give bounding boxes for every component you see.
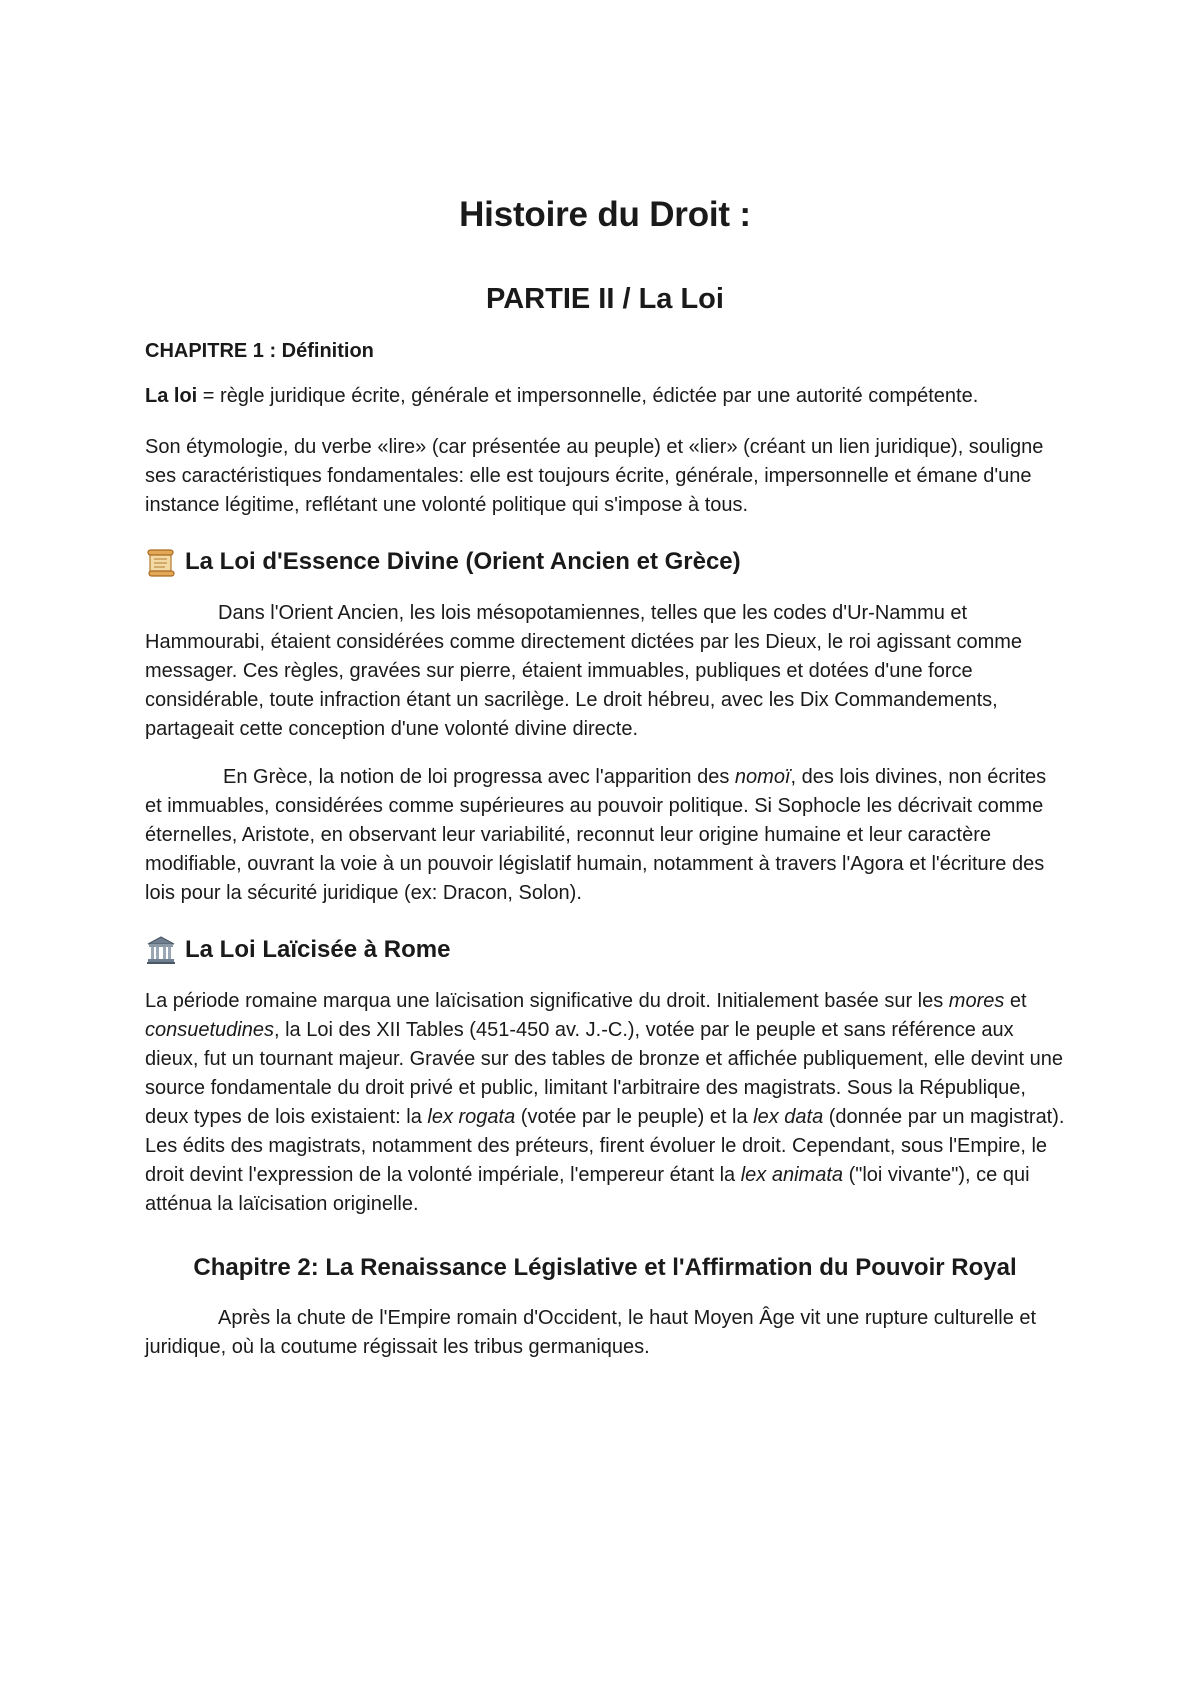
- grece-text-2: , des lois divines, non écrites et immuables, considérées comme supérieures au pouvoir politique. Si Sophocle les décrivait comme éternelles, Aristote, en observant leur variabilité, reconnut leur origine humaine et leur caractère modifiable, ouvrant la voie à un pouvoir législatif humain, notamment à travers l'Agora et l'écriture des lois pour la sécurité juridique (ex: Dracon, Solon).: [145, 766, 1047, 904]
- chapter1-label: CHAPITRE 1 : Définition: [145, 340, 374, 362]
- rome-emphasis-lex-data: lex data: [753, 1106, 824, 1128]
- orient-paragraph: Dans l'Orient Ancien, les lois mésopotamiennes, telles que les codes d'Ur-Nammu et Hammourabi, étaient considérées comme directement dictées par les Dieux, le roi agissant comme messager. Ces règles, gravées sur pierre, étaient immuables, publiques et dotées d'une force considérable, toute infraction étant un sacrilège. Le droit hébreu, avec les Dix Commandements, partageait cette conception d'une volonté divine directe.: [145, 602, 1023, 740]
- document-page: [145, 195, 1065, 1362]
- grece-text-1: En Grèce, la notion de loi progressa avec l'apparition des: [223, 766, 735, 788]
- part-title: PARTIE II / La Loi: [486, 283, 724, 315]
- rome-emphasis-mores: mores: [948, 990, 1005, 1012]
- definition-term: La loi: [145, 385, 198, 407]
- rome-text-1: La période romaine marqua une laïcisation significative du droit. Initialement basée sur les: [145, 990, 949, 1012]
- document-title: Histoire du Droit :: [459, 195, 751, 234]
- definition-text: = règle juridique écrite, générale et impersonnelle, édictée par une autorité compétente.: [197, 385, 979, 407]
- rome-emphasis-lex-animata: lex animata: [740, 1164, 844, 1186]
- rome-emphasis-lex-rogata: lex rogata: [427, 1106, 516, 1128]
- grece-paragraph: [145, 763, 1065, 908]
- chapter2-paragraph: Après la chute de l'Empire romain d'Occident, le haut Moyen Âge vit une rupture culturelle et juridique, où la coutume régissait les tribus germaniques.: [145, 1307, 1037, 1358]
- classical-building-icon: [145, 935, 177, 965]
- rome-text-3: , la Loi des XII Tables (451-450 av. J.-C.), votée par le peuple et sans référence aux dieux, fut un tournant majeur. Gravée sur des tables de bronze et affichée publiquement, elle devint une source fondamentale du droit privé et public, limitant l'arbitraire des magistrats. Sous la République, deux types de lois existaient: la: [145, 1019, 1063, 1128]
- rome-emphasis-consuetudines: consuetudines: [145, 1019, 274, 1041]
- section-heading-divine: [145, 547, 1065, 577]
- rome-text-5: (donnée par un magistrat). Les édits des magistrats, notamment des préteurs, firent évoluer le droit. Cependant, sous l'Empire, le droit devint l'expression de la volonté impériale, l'empereur étant la: [145, 1106, 1065, 1186]
- rome-text-2: et: [1004, 990, 1027, 1012]
- etymology-paragraph: Son étymologie, du verbe «lire» (car présentée au peuple) et «lier» (créant un lien juridique), souligne ses caractéristiques fondamentales: elle est toujours écrite, générale, impersonnelle et émane d'une instance légitime, reflétant une volonté politique qui s'impose à tous.: [145, 436, 1044, 516]
- section-heading-rome: [145, 935, 1065, 965]
- rome-paragraph: [145, 987, 1065, 1219]
- scroll-icon: [145, 547, 177, 577]
- rome-text-4: (votée par le peuple) et la: [515, 1106, 754, 1128]
- section-heading-rome-text: La Loi Laïcisée à Rome: [185, 936, 451, 963]
- grece-emphasis: nomoï: [734, 766, 791, 788]
- chapter2-heading: Chapitre 2: La Renaissance Législative et l'Affirmation du Pouvoir Royal: [193, 1254, 1017, 1281]
- definition-paragraph: [145, 382, 1065, 411]
- rome-text-6: ("loi vivante"), ce qui atténua la laïcisation originelle.: [145, 1164, 1030, 1215]
- section-heading-divine-text: La Loi d'Essence Divine (Orient Ancien et Grèce): [185, 548, 741, 575]
